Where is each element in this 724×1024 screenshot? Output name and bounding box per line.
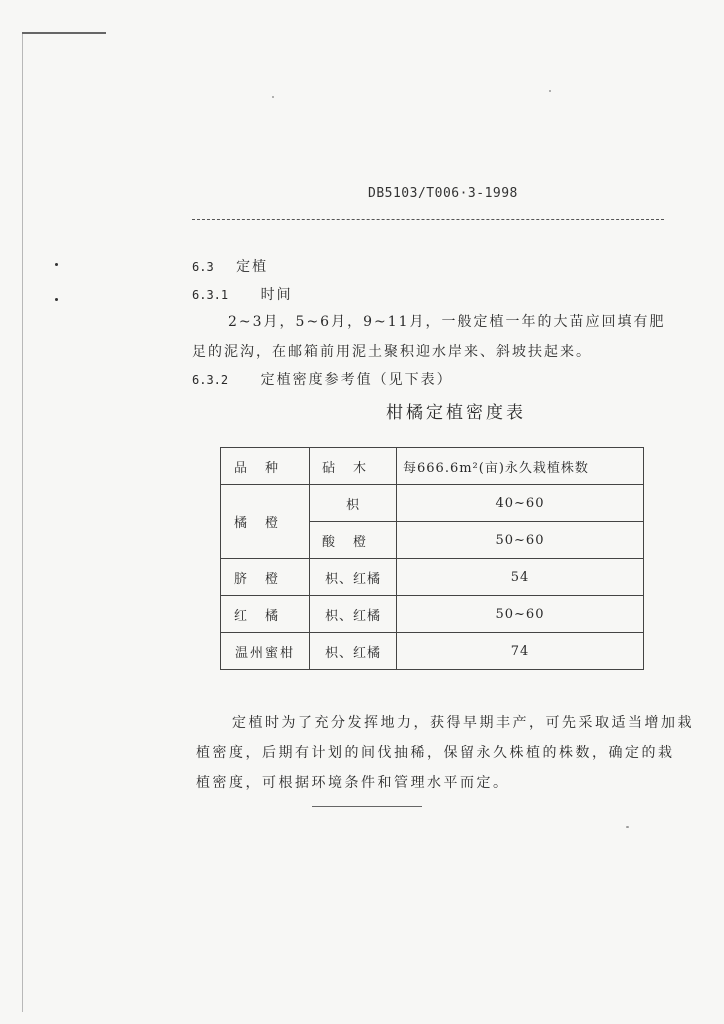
header-plant-count: 每666.6m²(亩)永久栽植株数 bbox=[397, 448, 644, 485]
subsection-density-number: 6.3.2 bbox=[192, 373, 229, 387]
cell-plant-count: 74 bbox=[397, 633, 644, 670]
section-heading-number: 6.3 bbox=[192, 260, 214, 274]
table-row bbox=[221, 485, 644, 522]
subsection-time-heading bbox=[192, 284, 293, 304]
standard-number: DB5103/T006·3-1998 bbox=[368, 186, 518, 201]
cell-variety: 橘橙 bbox=[221, 485, 310, 559]
cell-variety: 温州蜜柑 bbox=[221, 633, 310, 670]
subsection-time-number: 6.3.1 bbox=[192, 288, 229, 302]
paragraph-line-2: 植密度，后期有计划的间伐抽稀，保留永久株植的株数，确定的栽 bbox=[196, 745, 675, 761]
cell-rootstock: 枳、红橘 bbox=[310, 559, 397, 596]
cell-rootstock: 枳 bbox=[310, 485, 397, 522]
section-heading bbox=[192, 256, 268, 276]
table-row bbox=[221, 559, 644, 596]
table-title: 柑橘定植密度表 bbox=[386, 403, 526, 423]
time-text-line-2: 足的泥沟，在邮箱前用泥土聚积迎水岸来、斜坡扶起来。 bbox=[192, 344, 592, 360]
table-row bbox=[221, 633, 644, 670]
cell-rootstock: 枳、红橘 bbox=[310, 633, 397, 670]
page-corner-mark bbox=[22, 32, 106, 34]
scan-speck bbox=[626, 826, 629, 828]
cell-rootstock: 酸橙 bbox=[310, 522, 397, 559]
cell-plant-count: 50~60 bbox=[397, 596, 644, 633]
paragraph-line-3: 植密度，可根据环境条件和管理水平而定。 bbox=[196, 775, 510, 791]
subsection-density-title: 定植密度参考值（见下表） bbox=[260, 372, 453, 388]
cell-variety: 脐橙 bbox=[221, 559, 310, 596]
section-heading-title: 定植 bbox=[236, 259, 269, 275]
cell-plant-count: 50~60 bbox=[397, 522, 644, 559]
header-rootstock: 砧木 bbox=[310, 448, 397, 485]
paragraph-line-1: 定植时为了充分发挥地力，获得早期丰产，可先采取适当增加栽 bbox=[232, 715, 694, 731]
header-rule bbox=[192, 219, 664, 220]
scan-speck bbox=[272, 96, 274, 98]
cell-plant-count: 54 bbox=[397, 559, 644, 596]
cell-rootstock: 枳、红橘 bbox=[310, 596, 397, 633]
cell-plant-count: 40~60 bbox=[397, 485, 644, 522]
table-row bbox=[221, 596, 644, 633]
scan-speck bbox=[549, 90, 551, 92]
binding-hole-mark bbox=[55, 298, 58, 301]
planting-density-table bbox=[220, 447, 644, 670]
subsection-time-title: 时间 bbox=[260, 287, 293, 303]
page-edge-line bbox=[22, 32, 23, 1012]
footer-rule bbox=[312, 806, 422, 807]
header-variety: 品种 bbox=[221, 448, 310, 485]
subsection-density-heading bbox=[192, 369, 453, 389]
table-header-row bbox=[221, 448, 644, 485]
time-text-line-1: 2~3月，5~6月，9~11月，一般定植一年的大苗应回填有肥 bbox=[228, 314, 666, 330]
binding-hole-mark bbox=[55, 263, 58, 266]
cell-variety: 红橘 bbox=[221, 596, 310, 633]
